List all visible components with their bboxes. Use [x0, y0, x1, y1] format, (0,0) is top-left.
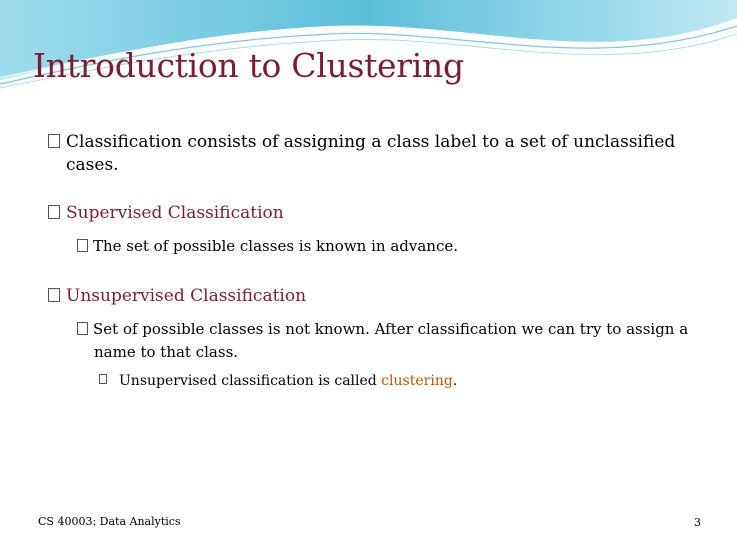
bullet-box-icon — [48, 288, 60, 302]
bullet-continuation — [66, 154, 119, 177]
footer-page-number: 3 — [694, 516, 701, 529]
bullet-text: cases. — [66, 155, 119, 175]
bullet-text: name to that class. — [94, 343, 239, 361]
bullet-classification — [48, 131, 675, 154]
bullet-continuation — [94, 341, 238, 363]
bullet-text: Set of possible classes is not known. After classification we can try to assign a — [93, 320, 689, 338]
footer-course: CS 40003: Data Analytics — [38, 515, 181, 528]
bullet-unsupervised-heading — [48, 285, 306, 308]
bullet-text: Classification consists of assigning a class label to a set of unclassified — [66, 132, 676, 152]
bullet-text-suffix: . — [452, 373, 458, 389]
bullet-text: The set of possible classes is known in advance. — [93, 237, 458, 255]
bullet-text: Unsupervised Classification — [66, 286, 307, 306]
highlight-clustering: clustering — [381, 373, 453, 389]
bullet-supervised-detail — [77, 235, 458, 257]
bullet-supervised-heading — [48, 202, 284, 225]
bullet-text: Unsupervised classification is called — [119, 373, 382, 389]
bullet-box-icon — [99, 374, 107, 384]
bullet-box-icon — [48, 205, 60, 219]
bullet-box-icon — [48, 134, 60, 148]
bullet-text: Supervised Classification — [66, 203, 284, 223]
slide-title: Introduction to Clustering — [33, 46, 464, 85]
bullet-box-icon — [77, 322, 88, 335]
bullet-unsupervised-detail — [77, 318, 688, 340]
bullet-box-icon — [77, 239, 88, 252]
bullet-clustering — [99, 371, 457, 391]
